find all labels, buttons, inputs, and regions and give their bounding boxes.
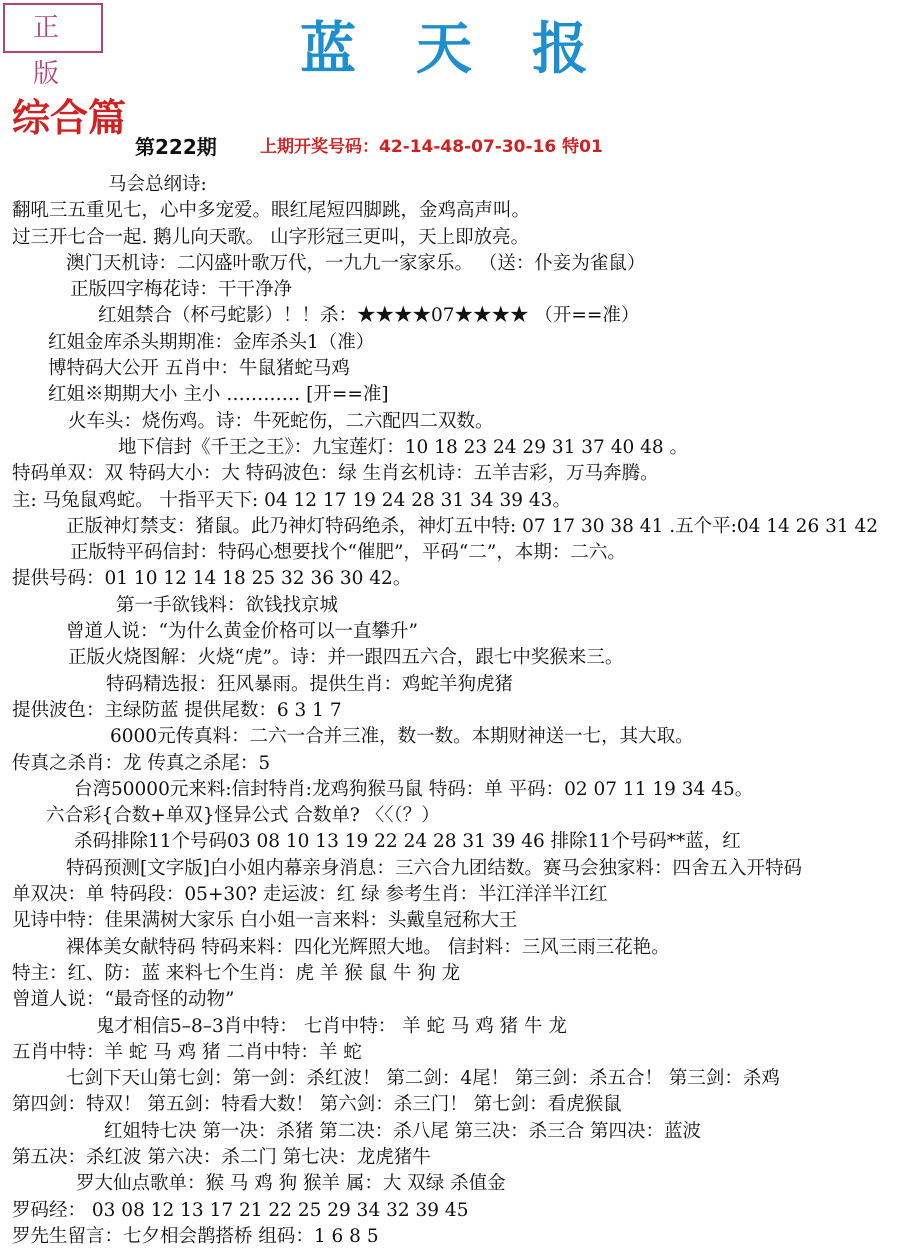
text-line: 特码单双：双 特码大小：大 特码波色：绿 生肖玄机诗：五羊吉彩，万马奔腾。 bbox=[12, 463, 659, 485]
text-line: 鬼才相信5–8–3肖中特： 七肖中特： 羊 蛇 马 鸡 猪 牛 龙 bbox=[96, 1015, 567, 1037]
text-line: 提供波色：主绿防蓝 提供尾数：6 3 1 7 bbox=[12, 699, 342, 721]
text-line: 红姐※期期大小 主小 ………… [开==准] bbox=[48, 384, 389, 406]
text-line: 正版神灯禁支：猪鼠。此乃神灯特码绝杀，神灯五中特: 07 17 30 38 41 .五个平:04 14 26 31 42 bbox=[66, 515, 879, 537]
text-line: 传真之杀肖：龙 传真之杀尾：5 bbox=[12, 752, 271, 774]
text-line: 翻吼三五重见七，心中多宠爱。眼红尾短四脚跳，金鸡高声叫。 bbox=[12, 200, 531, 222]
genuine-edition-badge: 正 版 bbox=[3, 3, 103, 53]
text-line: 马会总纲诗: bbox=[108, 174, 207, 195]
text-line: 裸体美女献特码 特码来料：四化光辉照大地。 信封料：三风三雨三花艳。 bbox=[66, 936, 670, 958]
text-line: 台湾50000元来料:信封特肖:龙鸡狗猴马鼠 特码：单 平码：02 07 11 19 34 45。 bbox=[74, 778, 754, 800]
text-line: 罗大仙点歌单：猴 马 鸡 狗 猴羊 属：大 双绿 杀值金 bbox=[76, 1173, 506, 1195]
last-draw-numbers: 上期开奖号码：42-14-48-07-30-16 特01 bbox=[260, 137, 603, 157]
text-line: 地下信封《千王之王》：九宝莲灯：10 18 23 24 29 31 37 40 48 。 bbox=[118, 436, 689, 458]
text-line: 火车头：烧伤鸡。诗：牛死蛇伤，二六配四二双数。 bbox=[68, 410, 494, 432]
text-line: 见诗中特：佳果满树大家乐 白小姐一言来料：头戴皇冠称大王 bbox=[12, 910, 518, 932]
text-line: 单双决：单 特码段：05+30? 走运波：红 绿 参考生肖：半江洋洋半江红 bbox=[12, 884, 608, 906]
text-line: 七剑下天山第七剑：第一剑：杀红波！ 第二剑：4尾！ 第三剑：杀五合！ 第三剑：杀鸡 bbox=[66, 1068, 780, 1090]
text-line: 正版火烧图解：火烧“虎”。诗：并一跟四五六合，跟七中奖猴来三。 bbox=[68, 647, 624, 669]
text-line: 6000元传真料：二六一合并三准，数一数。本期财神送一七，其大取。 bbox=[110, 726, 694, 748]
text-line: 提供号码：01 10 12 14 18 25 32 36 30 42。 bbox=[12, 568, 412, 590]
text-line: 罗码经： 03 08 12 13 17 21 22 25 29 34 32 39 45 bbox=[12, 1199, 469, 1221]
text-line: 红姐金库杀头期期准：金库杀头1（准） bbox=[48, 331, 375, 353]
text-line: 曾道人说：“最奇怪的动物” bbox=[12, 989, 235, 1011]
text-line: 红姐禁合（杯弓蛇影）！！杀：★★★★07★★★★ （开==准） bbox=[98, 305, 640, 327]
newspaper-masthead: 蓝天报 bbox=[300, 16, 648, 82]
text-line: 六合彩{合数+单双}怪异公式 合数单? 〈〈（？） bbox=[46, 805, 440, 827]
text-line: 特主：红、防：蓝 来料七个生肖：虎 羊 猴 鼠 牛 狗 龙 bbox=[12, 962, 461, 984]
text-line: 博特码大公开 五肖中：牛鼠猪蛇马鸡 bbox=[48, 358, 350, 380]
text-line: 第一手欲钱料：欲钱找京城 bbox=[116, 594, 339, 616]
text-line: 特码预测[文字版]白小姐内幕亲身消息：三六合九团结数。赛马会独家料：四舍五入开特码 bbox=[66, 857, 802, 879]
text-line: 五肖中特：羊 蛇 马 鸡 猪 二肖中特：羊 蛇 bbox=[12, 1041, 362, 1063]
text-line: 杀码排除11个号码03 08 10 13 19 22 24 28 31 39 46 排除11个号码**蓝，红 bbox=[74, 831, 741, 853]
text-line: 曾道人说：“为什么黄金价格可以一直攀升” bbox=[66, 621, 418, 643]
text-line: 澳门天机诗：二闪盛叶歌万代，一九九一家家乐。 （送：仆妾为雀鼠） bbox=[66, 252, 646, 274]
section-title: 综合篇 bbox=[12, 95, 127, 140]
text-line: 红姐特七决 第一决：杀猪 第二决：杀八尾 第三决：杀三合 第四决：蓝波 bbox=[104, 1120, 702, 1142]
text-line: 第四剑：特双！ 第五剑：特看大数！ 第六剑：杀三门！ 第七剑：看虎猴鼠 bbox=[12, 1094, 622, 1116]
text-line: 主: 马兔鼠鸡蛇。 十指平天下: 04 12 17 19 24 28 31 34 39 43。 bbox=[12, 489, 571, 511]
issue-number: 第222期 bbox=[135, 135, 217, 159]
article-body bbox=[0, 172, 900, 1250]
text-line: 第五决：杀红波 第六决：杀二门 第七决：龙虎猪牛 bbox=[12, 1146, 431, 1168]
text-line: 正版特平码信封：特码心想要找个“催肥”，平码“二”，本期：二六。 bbox=[70, 542, 626, 564]
text-line: 过三开七合一起. 鹅儿向天歌。 山字形冠三更叫，天上即放亮。 bbox=[12, 226, 530, 248]
text-line: 特码精选报：狂风暴雨。提供生肖：鸡蛇羊狗虎猪 bbox=[106, 673, 514, 695]
text-line: 罗先生留言：七夕相会鹊搭桥 组码：1 6 8 5 bbox=[12, 1225, 379, 1247]
text-line: 正版四字梅花诗：干干净净 bbox=[70, 279, 293, 301]
